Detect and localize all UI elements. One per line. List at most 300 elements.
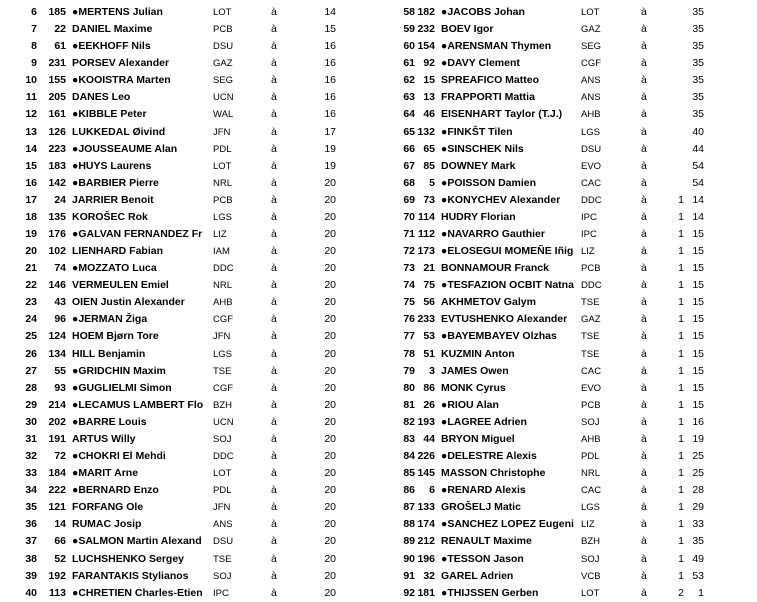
cell-team: ANS xyxy=(581,92,601,104)
cell-mins: 2 xyxy=(678,586,684,599)
cell-a: à xyxy=(641,262,647,275)
cell-name: ●TESSON Jason xyxy=(441,552,524,565)
cell-name: JAMES Owen xyxy=(441,364,509,377)
cell-a: à xyxy=(271,569,277,582)
cell-mins: 1 xyxy=(678,381,684,394)
table-row xyxy=(0,243,757,260)
cell-mins: 1 xyxy=(678,569,684,582)
table-row xyxy=(0,21,757,38)
cell-bib: 142 xyxy=(48,176,66,189)
cell-a: à xyxy=(641,193,647,206)
cell-secs: 20 xyxy=(324,245,336,258)
cell-secs: 14 xyxy=(692,210,704,223)
cell-rank: 11 xyxy=(25,91,37,104)
cell-a: à xyxy=(641,484,647,497)
cell-bib: 112 xyxy=(418,228,435,241)
cell-secs: 29 xyxy=(692,501,704,514)
cell-name: PORSEV Alexander xyxy=(72,57,170,70)
table-row xyxy=(0,311,757,328)
cell-rank: 78 xyxy=(403,347,415,360)
table-row xyxy=(0,124,757,141)
cell-bib: 184 xyxy=(48,467,66,480)
cell-rank: 71 xyxy=(403,228,415,241)
table-row xyxy=(0,585,757,602)
cell-a: à xyxy=(271,552,277,565)
cell-a: à xyxy=(271,193,277,206)
table-row xyxy=(0,175,757,192)
cell-team: PDL xyxy=(213,485,232,497)
cell-team: TSE xyxy=(581,348,600,360)
cell-mins: 1 xyxy=(678,347,684,360)
cell-rank: 58 xyxy=(403,6,415,18)
cell-a: à xyxy=(271,381,277,394)
right-result-entry xyxy=(0,482,757,499)
cell-team: SEG xyxy=(581,41,602,53)
right-result-entry xyxy=(0,38,757,55)
cell-bib: 126 xyxy=(48,125,66,138)
cell-rank: 29 xyxy=(25,398,37,411)
cell-name: ●SANCHEZ LOPEZ Eugeni xyxy=(441,518,574,531)
cell-rank: 81 xyxy=(403,398,415,411)
cell-a: à xyxy=(271,91,277,104)
cell-a: à xyxy=(641,6,647,18)
cell-a: à xyxy=(271,245,277,258)
cell-team: CAC xyxy=(581,365,602,377)
right-result-entry xyxy=(0,277,757,294)
cell-secs: 20 xyxy=(324,398,336,411)
cell-name: KOROŠEC Rok xyxy=(72,210,148,223)
cell-secs: 20 xyxy=(324,415,336,428)
cell-secs: 20 xyxy=(324,279,336,292)
cell-rank: 72 xyxy=(403,245,415,258)
cell-a: à xyxy=(271,23,277,36)
cell-secs: 15 xyxy=(692,398,704,411)
cell-a: à xyxy=(641,125,647,138)
cell-bib: 51 xyxy=(423,347,435,360)
cell-team: DSU xyxy=(213,536,234,548)
cell-name: ●RIOU Alan xyxy=(441,398,499,411)
cell-rank: 12 xyxy=(25,108,37,121)
cell-team: AHB xyxy=(581,433,601,445)
cell-secs: 20 xyxy=(324,176,336,189)
right-result-entry xyxy=(0,568,757,585)
cell-a: à xyxy=(271,176,277,189)
cell-a: à xyxy=(641,501,647,514)
right-result-entry xyxy=(0,124,757,141)
cell-team: LIZ xyxy=(581,246,595,258)
cell-secs: 49 xyxy=(692,552,704,565)
cell-mins: 1 xyxy=(678,279,684,292)
cell-secs: 20 xyxy=(324,228,336,241)
cell-bib: 72 xyxy=(54,450,66,463)
cell-name: ●MERTENS Julian xyxy=(72,6,163,18)
cell-team: SOJ xyxy=(581,416,600,428)
cell-rank: 39 xyxy=(25,569,37,582)
cell-bib: 174 xyxy=(417,518,435,531)
cell-team: SEG xyxy=(213,75,234,87)
cell-rank: 33 xyxy=(25,467,37,480)
cell-name: ●ELOSEGUI MOMEÑE Iñig xyxy=(441,245,574,258)
cell-rank: 59 xyxy=(403,23,415,36)
cell-team: LIZ xyxy=(581,519,595,531)
cell-a: à xyxy=(271,330,277,343)
cell-a: à xyxy=(641,347,647,360)
cell-mins: 1 xyxy=(678,210,684,223)
cell-rank: 6 xyxy=(31,6,37,18)
cell-bib: 205 xyxy=(48,91,66,104)
cell-name: ●KOOISTRA Marten xyxy=(72,74,171,87)
cell-a: à xyxy=(271,398,277,411)
cell-bib: 56 xyxy=(423,296,435,309)
cell-bib: 132 xyxy=(417,125,435,138)
table-row xyxy=(0,106,757,123)
table-row xyxy=(0,533,757,550)
cell-rank: 14 xyxy=(25,142,37,155)
cell-name: HUDRY Florian xyxy=(441,210,516,223)
cell-team: EVO xyxy=(581,382,602,394)
cell-secs: 33 xyxy=(692,518,704,531)
right-result-entry xyxy=(0,551,757,568)
cell-mins: 1 xyxy=(678,432,684,445)
cell-name: ●KONYCHEV Alexander xyxy=(441,193,561,206)
cell-secs: 35 xyxy=(692,23,704,36)
cell-mins: 1 xyxy=(678,313,684,326)
cell-a: à xyxy=(271,484,277,497)
cell-rank: 13 xyxy=(25,125,37,138)
cell-secs: 15 xyxy=(692,364,704,377)
cell-secs: 35 xyxy=(692,108,704,121)
table-row xyxy=(0,346,757,363)
cell-secs: 15 xyxy=(692,296,704,309)
cell-rank: 21 xyxy=(25,262,37,275)
cell-secs: 35 xyxy=(692,6,704,18)
right-result-entry xyxy=(0,431,757,448)
cell-rank: 77 xyxy=(403,330,415,343)
cell-a: à xyxy=(641,228,647,241)
cell-team: PCB xyxy=(213,194,233,206)
table-row xyxy=(0,72,757,89)
cell-secs: 15 xyxy=(692,245,704,258)
cell-bib: 173 xyxy=(417,245,435,258)
cell-team: GAZ xyxy=(213,58,233,70)
cell-a: à xyxy=(641,91,647,104)
cell-team: NRL xyxy=(213,177,233,189)
cell-name: ●MARIT Arne xyxy=(72,467,139,480)
cell-bib: 185 xyxy=(48,6,66,18)
cell-name: ●DAVY Clement xyxy=(441,57,520,70)
cell-rank: 15 xyxy=(25,159,37,172)
cell-team: PCB xyxy=(581,399,601,411)
cell-rank: 24 xyxy=(25,313,37,326)
cell-name: VERMEULEN Emiel xyxy=(72,279,169,292)
cell-mins: 1 xyxy=(678,296,684,309)
cell-secs: 15 xyxy=(692,381,704,394)
cell-secs: 54 xyxy=(692,176,704,189)
cell-a: à xyxy=(641,74,647,87)
cell-name: KUZMIN Anton xyxy=(441,347,515,360)
cell-name: ●LAGREE Adrien xyxy=(441,415,527,428)
cell-secs: 15 xyxy=(324,23,336,36)
cell-bib: 21 xyxy=(423,262,435,275)
cell-a: à xyxy=(271,262,277,275)
cell-a: à xyxy=(641,57,647,70)
cell-a: à xyxy=(641,296,647,309)
cell-a: à xyxy=(271,586,277,599)
cell-name: LUCHSHENKO Sergey xyxy=(72,552,185,565)
cell-secs: 35 xyxy=(692,57,704,70)
cell-a: à xyxy=(271,313,277,326)
cell-secs: 20 xyxy=(324,467,336,480)
cell-mins: 1 xyxy=(678,228,684,241)
cell-name: ●SALMON Martin Alexand xyxy=(72,535,202,548)
cell-secs: 54 xyxy=(692,159,704,172)
cell-secs: 19 xyxy=(324,159,336,172)
cell-team: ANS xyxy=(581,75,601,87)
right-result-entry xyxy=(0,311,757,328)
cell-name: GROŠELJ Matic xyxy=(441,501,521,514)
cell-bib: 5 xyxy=(429,176,435,189)
right-result-entry xyxy=(0,4,757,21)
cell-team: JFN xyxy=(213,502,231,514)
cell-rank: 28 xyxy=(25,381,37,394)
cell-team: TSE xyxy=(581,331,600,343)
right-result-entry xyxy=(0,141,757,158)
right-result-entry xyxy=(0,414,757,431)
cell-bib: 182 xyxy=(417,6,435,18)
cell-team: TSE xyxy=(213,365,232,377)
cell-bib: 46 xyxy=(423,108,435,121)
cell-team: LOT xyxy=(213,468,232,480)
cell-bib: 154 xyxy=(417,40,435,53)
table-row xyxy=(0,294,757,311)
cell-secs: 20 xyxy=(324,552,336,565)
right-result-entry xyxy=(0,448,757,465)
cell-a: à xyxy=(271,125,277,138)
cell-a: à xyxy=(271,518,277,531)
table-row xyxy=(0,89,757,106)
cell-team: JFN xyxy=(213,331,231,343)
cell-bib: 75 xyxy=(423,279,435,292)
cell-a: à xyxy=(271,210,277,223)
cell-bib: 24 xyxy=(54,193,66,206)
cell-bib: 26 xyxy=(423,398,435,411)
cell-secs: 53 xyxy=(692,569,704,582)
cell-rank: 62 xyxy=(403,74,415,87)
cell-rank: 40 xyxy=(25,586,37,599)
cell-bib: 22 xyxy=(54,23,66,36)
cell-team: WAL xyxy=(213,109,234,121)
cell-rank: 32 xyxy=(25,450,37,463)
cell-name: LIENHARD Fabian xyxy=(72,245,164,258)
cell-secs: 16 xyxy=(692,415,704,428)
right-result-entry xyxy=(0,346,757,363)
right-result-entry xyxy=(0,209,757,226)
table-row xyxy=(0,431,757,448)
cell-bib: 176 xyxy=(48,228,66,241)
cell-team: LOT xyxy=(213,160,232,172)
cell-secs: 35 xyxy=(692,40,704,53)
cell-bib: 13 xyxy=(423,91,435,104)
cell-bib: 6 xyxy=(429,484,435,497)
cell-a: à xyxy=(641,398,647,411)
cell-bib: 202 xyxy=(48,415,66,428)
cell-rank: 19 xyxy=(25,228,37,241)
cell-secs: 14 xyxy=(692,193,704,206)
cell-bib: 14 xyxy=(54,518,66,531)
cell-rank: 26 xyxy=(25,347,37,360)
cell-rank: 8 xyxy=(31,40,37,53)
cell-team: LGS xyxy=(581,502,601,514)
cell-rank: 80 xyxy=(403,381,415,394)
table-row xyxy=(0,158,757,175)
right-result-entry xyxy=(0,516,757,533)
cell-a: à xyxy=(641,381,647,394)
cell-mins: 1 xyxy=(678,501,684,514)
cell-bib: 43 xyxy=(54,296,66,309)
cell-name: ●THIJSSEN Gerben xyxy=(441,586,539,599)
cell-name: ●JOUSSEAUME Alan xyxy=(72,142,178,155)
cell-bib: 226 xyxy=(417,450,435,463)
cell-secs: 15 xyxy=(692,228,704,241)
cell-secs: 20 xyxy=(324,193,336,206)
cell-rank: 34 xyxy=(25,484,37,497)
cell-mins: 1 xyxy=(678,193,684,206)
cell-bib: 32 xyxy=(423,569,435,582)
table-row xyxy=(0,55,757,72)
cell-team: UCN xyxy=(213,92,234,104)
cell-mins: 1 xyxy=(678,245,684,258)
cell-a: à xyxy=(271,450,277,463)
cell-rank: 85 xyxy=(403,467,415,480)
cell-bib: 65 xyxy=(423,142,435,155)
cell-name: ●CHOKRI El Mehdi xyxy=(72,450,166,463)
cell-rank: 69 xyxy=(403,193,415,206)
cell-secs: 20 xyxy=(324,569,336,582)
table-row xyxy=(0,209,757,226)
cell-name: HOEM Bjørn Tore xyxy=(72,330,159,343)
cell-bib: 86 xyxy=(423,381,435,394)
cell-team: CAC xyxy=(581,485,602,497)
cell-name: ●BARRE Louis xyxy=(72,415,147,428)
cell-a: à xyxy=(271,279,277,292)
cell-name: DANES Leo xyxy=(72,91,131,104)
right-result-entry xyxy=(0,585,757,602)
cell-bib: 52 xyxy=(54,552,66,565)
cell-a: à xyxy=(271,364,277,377)
cell-team: TSE xyxy=(213,553,232,565)
cell-a: à xyxy=(271,6,277,18)
cell-team: LOT xyxy=(213,7,232,18)
cell-rank: 23 xyxy=(25,296,37,309)
cell-bib: 146 xyxy=(48,279,66,292)
cell-team: NRL xyxy=(581,468,601,480)
cell-secs: 35 xyxy=(692,535,704,548)
cell-secs: 15 xyxy=(692,279,704,292)
cell-name: MONK Cyrus xyxy=(441,381,506,394)
table-row xyxy=(0,397,757,414)
cell-team: IAM xyxy=(213,246,230,258)
cell-bib: 92 xyxy=(423,57,435,70)
cell-secs: 35 xyxy=(692,74,704,87)
cell-team: DSU xyxy=(581,143,602,155)
cell-team: IPC xyxy=(581,229,597,241)
cell-rank: 67 xyxy=(403,159,415,172)
right-result-entry xyxy=(0,192,757,209)
right-result-entry xyxy=(0,21,757,38)
cell-secs: 20 xyxy=(324,518,336,531)
cell-rank: 73 xyxy=(403,262,415,275)
cell-secs: 20 xyxy=(324,347,336,360)
cell-rank: 27 xyxy=(25,364,37,377)
right-result-entry xyxy=(0,380,757,397)
cell-team: UCN xyxy=(213,416,234,428)
cell-secs: 20 xyxy=(324,535,336,548)
cell-name: BRYON Miguel xyxy=(441,432,515,445)
right-result-entry xyxy=(0,158,757,175)
cell-a: à xyxy=(271,467,277,480)
table-row xyxy=(0,141,757,158)
cell-secs: 25 xyxy=(692,467,704,480)
cell-a: à xyxy=(641,364,647,377)
cell-a: à xyxy=(271,347,277,360)
cell-team: AHB xyxy=(213,297,233,309)
cell-name: ●RENARD Alexis xyxy=(441,484,526,497)
cell-name: FRAPPORTI Mattia xyxy=(441,91,535,104)
cell-rank: 35 xyxy=(25,501,37,514)
cell-name: RUMAC Josip xyxy=(72,518,142,531)
cell-team: LGS xyxy=(581,126,601,138)
table-row xyxy=(0,448,757,465)
cell-mins: 1 xyxy=(678,518,684,531)
cell-bib: 96 xyxy=(54,313,66,326)
cell-bib: 193 xyxy=(417,415,435,428)
cell-name: EISENHART Taylor (T.J.) xyxy=(441,108,563,121)
cell-rank: 91 xyxy=(403,569,415,582)
cell-a: à xyxy=(641,535,647,548)
cell-mins: 1 xyxy=(678,262,684,275)
cell-name: ●DELESTRE Alexis xyxy=(441,450,537,463)
cell-rank: 64 xyxy=(403,108,415,121)
cell-bib: 135 xyxy=(48,210,66,223)
cell-team: PCB xyxy=(581,263,601,275)
table-row xyxy=(0,192,757,209)
right-result-entry xyxy=(0,397,757,414)
cell-bib: 3 xyxy=(429,364,435,377)
cell-a: à xyxy=(271,432,277,445)
cell-mins: 1 xyxy=(678,415,684,428)
cell-a: à xyxy=(271,228,277,241)
cell-name: DANIEL Maxime xyxy=(72,23,153,36)
cell-name: ●HUYS Laurens xyxy=(72,159,152,172)
cell-name: ●CHRETIEN Charles-Etien xyxy=(72,586,203,599)
cell-bib: 214 xyxy=(48,398,66,411)
table-row xyxy=(0,568,757,585)
cell-team: SOJ xyxy=(581,553,600,565)
cell-rank: 22 xyxy=(25,279,37,292)
cell-mins: 1 xyxy=(678,552,684,565)
cell-team: IPC xyxy=(581,211,597,223)
cell-name: BONNAMOUR Franck xyxy=(441,262,549,275)
cell-team: LGS xyxy=(213,211,233,223)
cell-bib: 102 xyxy=(48,245,66,258)
cell-mins: 1 xyxy=(678,467,684,480)
cell-secs: 20 xyxy=(324,330,336,343)
cell-a: à xyxy=(641,210,647,223)
cell-secs: 17 xyxy=(324,125,336,138)
table-row xyxy=(0,328,757,345)
table-row xyxy=(0,277,757,294)
cell-a: à xyxy=(641,552,647,565)
